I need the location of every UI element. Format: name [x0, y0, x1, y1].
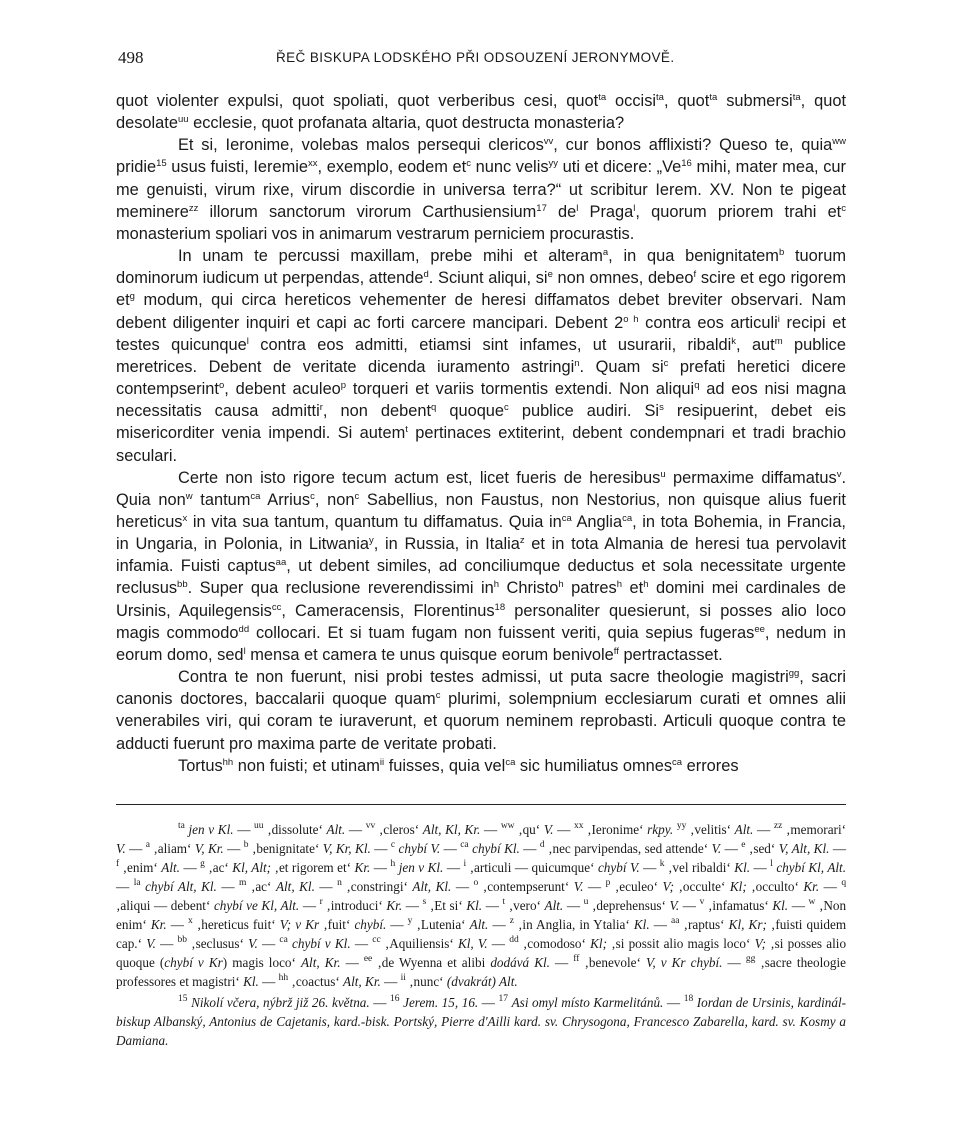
footnote-rule	[116, 804, 846, 805]
page-header	[116, 44, 846, 72]
body-paragraph: Et si, Ieronime, volebas malos persequi clericos$^{vv}$, cur bonos afflixisti? Queso te, quia$^{ww}$ pridie$^{15}$ usus fuisti, Ieremie$^{xx}$, exemplo, eodem $et^c$ nunc velis$^{yy}$ uti et dicere: „Ve$^{16}$ mihi, mater mea, cur me genuisti, virum rixe, virum discordie in universa terra?“ ut scribitur Ierem. XV. Non te pigeat meminere$^{zz}$ illorum sanctorum virorum Carthusiensium$^{17}$ $de^l$ Praga$^l$, quorum priorem trahi $et^c$ monasterium spoliari vos in animarum vestrarum perniciem procurastis.	[116, 136, 846, 243]
body-paragraph: quot violenter expulsi, quot spoliati, quot verberibus cesi, quot$^{ta}$ occisi$^{ta}$, quot$^{ta}$ submersi$^{ta}$, quot desolate$^{uu}$ ecclesie, quot profanata altaria, quot destructa monasteria?	[116, 92, 847, 133]
body-paragraph: Contra te non fuerunt, nisi probi testes admissi, ut puta sacre theologie magistri$^{gg}$, sacri canonis doctores, baccalarii quoque quam$^c$ plurimi, solempnium ecclesiarum curati et omnes alii venerabiles viri, qui coram te iuraverunt, et quorum neminem reprobasti. Articuli quoque contra te adducti fuerunt pro maxima parte de veritate probati.	[116, 668, 847, 753]
body-paragraph: Tortus$^{hh}$ non fuisti; et utinam$^{ii}$ fuisses, quia vel$^{ca}$ sic humiliatus omnes$^{ca}$ errores	[178, 756, 739, 775]
running-head: ŘEČ BISKUPA LODSKÉHO PŘI ODSOUZENÍ JERONYMOVĚ.	[276, 50, 675, 65]
footnotes	[116, 820, 846, 1050]
page-number: 498	[118, 48, 144, 67]
book-page	[116, 44, 847, 1048]
body-paragraph: In unam te percussi maxillam, prebe mihi et alteram$^a$, in qua benignitatem$^b$ tuorum dominorum iudicum ut perpendas, attende$^d$. Sciunt aliqui, $si^e$ non omnes, debeo$^f$ scire et ego rigorem $et^g$ modum, qui circa hereticos vehementer de heresi diffamatos debet breviter observari. Nam debent diligenter inquiri et capi ac forti carcere mancipari. Debent $2^{o h}$ contra eos articuli$^i$ recipi et testes quicunque$^l$ contra eos admitti, etiamsi sint infames, ut usurarii, ribaldi$^k$, aut$^m$ publice meretrices. Debent de veritate dicenda iuramento astringi$^n$. Quam $si^c$ prefati heretici dicere contempserint$^o$, debent aculeo$^p$ torqueri et variis tormentis extendi. Non aliqui$^q$ ad eos nisi magna necessitatis causa admitti$^r$, non debent$^q$ quoque$^c$ publice audiri. Si$^s$ resipuerint, debet eis misericorditer venia impendi. Si autem$^t$ pertinaces extiterint, debent condempnari et tradi brachio seculari.	[116, 247, 847, 465]
main-text	[116, 90, 846, 777]
footnote-paragraph: $^{15}$ Nikolí včera, nýbrž již 26. května. — $^{16}$ Jerem. 15, 16. — $^{17}$ Asi omyl místo Karmelitánů. — $^{18}$ Iordan de Ursinis, kardinál-biskup Albanský, Antonius de Cajetanis, kard.-bisk. Portský, Pierre d'Ailli kard. sv. Chrysogona, Francesco Zabarella, kard. sv. Kosmy a Damiana.	[116, 994, 847, 1048]
footnote-paragraph: $^{ta}$ jen v Kl. — $^{uu}$ ‚dissolute‘ Alt. — $^{vv}$ ‚cleros‘ Alt, Kl, Kr. — $^{ww}$ ‚qu‘ V. — $^{xx}$ ‚Ieronime‘ rkpy. $^{yy}$ ‚velitis‘ Alt. — $^{zz}$ ‚memorari‘ V. — $^a$ ‚aliam‘ V, Kr. — $^b$ ‚benignitate‘ V, Kr, Kl. — $^c$ chybí V. — $^{ca}$ chybí Kl. — $^d$ ‚nec parvipendas, sed attende‘ V. — $^e$ ‚sed‘ V, Alt, Kl. — $^f$ ‚enim‘ Alt. — $^g$ ‚ac‘ Kl, Alt; ‚et rigorem et‘ Kr. — $^h$ jen v Kl. — $^i$ ‚articuli — quicumque‘ chybí V. — $^k$ ‚vel ribaldi‘ Kl. — $^l$ chybí Kl, Alt. — $^{la}$ chybí Alt, Kl. — $^m$ ‚ac‘ Alt, Kl. — $^n$ ‚constringi‘ Alt, Kl. — $^o$ ‚contempserunt‘ V. — $^p$ ‚eculeo‘ V; ‚occulte‘ Kl; ‚occulto‘ Kr. — $^q$ ‚aliqui — debent‘ chybí ve Kl, Alt. — $^r$ ‚introduci‘ Kr. — $^s$ ‚Et si‘ Kl. — $^t$ ‚vero‘ Alt. — $^u$ ‚deprehensus‘ V. — $^v$ ‚infamatus‘ Kl. — $^w$ ‚Non enim‘ Kr. — $^x$ ‚hereticus fuit‘ V; v Kr ‚fuit‘ chybí. — $^y$ ‚Lutenia‘ Alt. — $^z$ ‚in Anglia, in Ytalia‘ Kl. — $^{aa}$ ‚raptus‘ Kl, Kr; ‚fuisti quidem cap.‘ V. — $^{bb}$ ‚seclusus‘ V. — $^{ca}$ chybí v Kl. — $^{cc}$ ‚Aquiliensis‘ Kl, V. — $^{dd}$ ‚comodoso‘ Kl; ‚si possit alio magis loco‘ V; ‚si posses alio quoque (chybí v Kr) magis loco‘ Alt, Kr. — $^{ee}$ ‚de Wyenna et alibi dodává Kl. — $^{ff}$ ‚benevole‘ V, v Kr chybí. — $^{gg}$ ‚sacre theologie professores et magistri‘ Kl. — $^{hh}$ ‚coactus‘ Alt, Kr. — $^{ii}$ ‚nunc‘ (dvakrát) Alt.	[116, 821, 847, 989]
body-paragraph: Certe non isto rigore tecum actum est, licet fueris de heresibus$^u$ permaxime diffamatus$^v$. Quia non$^w$ tantum$^{ca}$ Arrius$^c$, non$^c$ Sabellius, non Faustus, non Nestorius, non quisque alius fuerit hereticus$^x$ in vita sua tantum, quantum tu diffamatus. Quia $in^{ca}$ Anglia$^{ca}$, in tota Bohemia, in Francia, in Ungaria, in Polonia, in Litwania$^y$, in Russia, in Italia$^z$ et in tota Almania de heresi tua pervolavit infamia. Fuisti captus$^{aa}$, ut debent similes, ad conciliumque deductus et sola necessitate urgente reclusus$^{bb}$. Super qua reclusione reverendissimi $in^h$ Christo$^h$ patres$^h$ $et^h$ domini mei cardinales de Ursinis, Aquilegensis$^{cc}$, Cameracensis, Florentinus$^{18}$ personaliter quesierunt, si posses alio loco magis commodo$^{dd}$ collocari. Et si tuam fugam non fuissent veriti, quia sepius fugeras$^{ee}$, nedum in eorum domo, sed$^l$ mensa et camera te unus quisque eorum benivole$^{ff}$ pertractasset.	[116, 468, 846, 664]
